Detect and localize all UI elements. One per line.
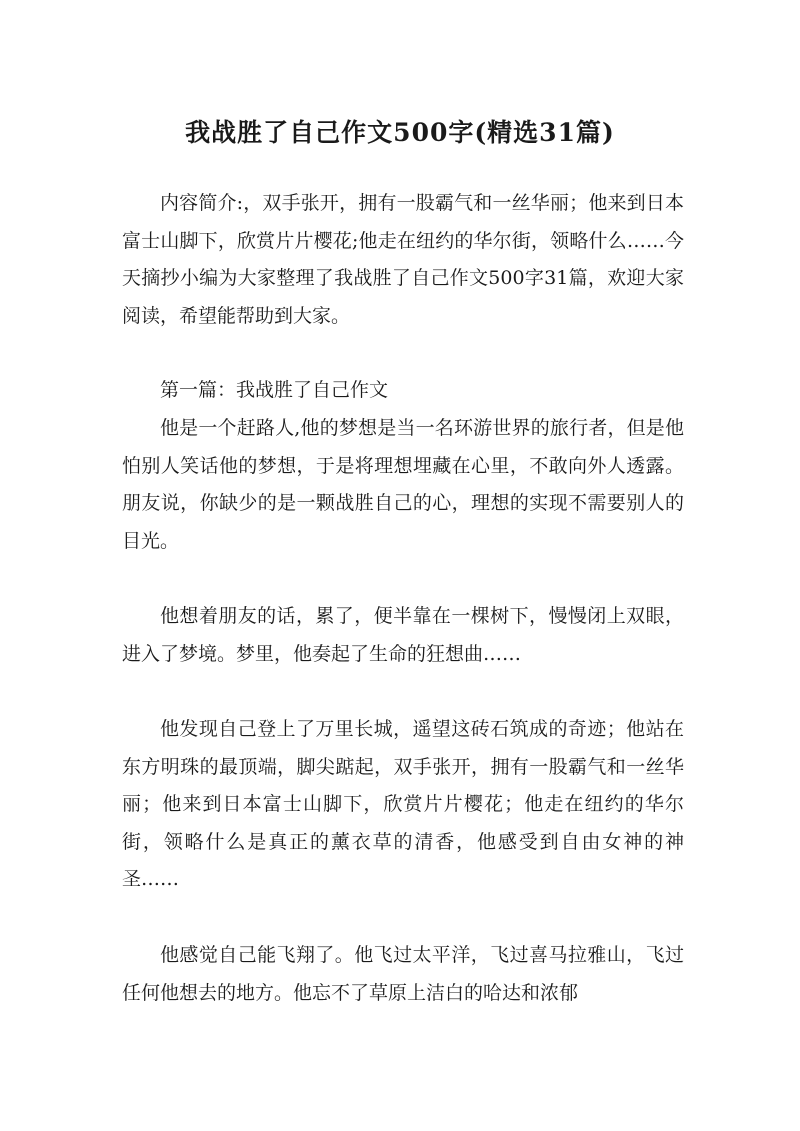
body-paragraph: 他想着朋友的话，累了，便半靠在一棵树下，慢慢闭上双眼，进入了梦境。梦里，他奏起了生命的狂想曲…… — [122, 605, 684, 665]
body-paragraph: 他是一个赶路人,他的梦想是当一名环游世界的旅行者，但是他怕别人笑话他的梦想，于是将理想埋藏在心里，不敢向外人透露。朋友说，你缺少的是一颗战胜自己的心，理想的实现不需要别人的目光。 — [122, 417, 684, 552]
body-paragraph: 他感觉自己能飞翔了。他飞过太平洋，飞过喜马拉雅山，飞过任何他想去的地方。他忘不了草原上洁白的哈达和浓郁 — [122, 944, 684, 1004]
page-title: 我战胜了自己作文500字(精选31篇) — [185, 117, 615, 147]
intro-paragraph: 内容简介:，双手张开，拥有一股霸气和一丝华丽；他来到日本富士山脚下，欣赏片片樱花;他走在纽约的华尔街，领略什么……今天摘抄小编为大家整理了我战胜了自己作文500字31篇，欢迎大家阅读，希望能帮助到大家。 — [122, 192, 684, 327]
body-paragraph: 他发现自己登上了万里长城，遥望这砖石筑成的奇迹；他站在东方明珠的最顶端，脚尖踮起，双手张开，拥有一股霸气和一丝华丽；他来到日本富士山脚下，欣赏片片樱花；他走在纽约的华尔街，领略什么是真正的薰衣草的清香，他感受到自由女神的神圣…… — [122, 718, 684, 891]
section-heading: 第一篇：我战胜了自己作文 — [160, 379, 389, 401]
